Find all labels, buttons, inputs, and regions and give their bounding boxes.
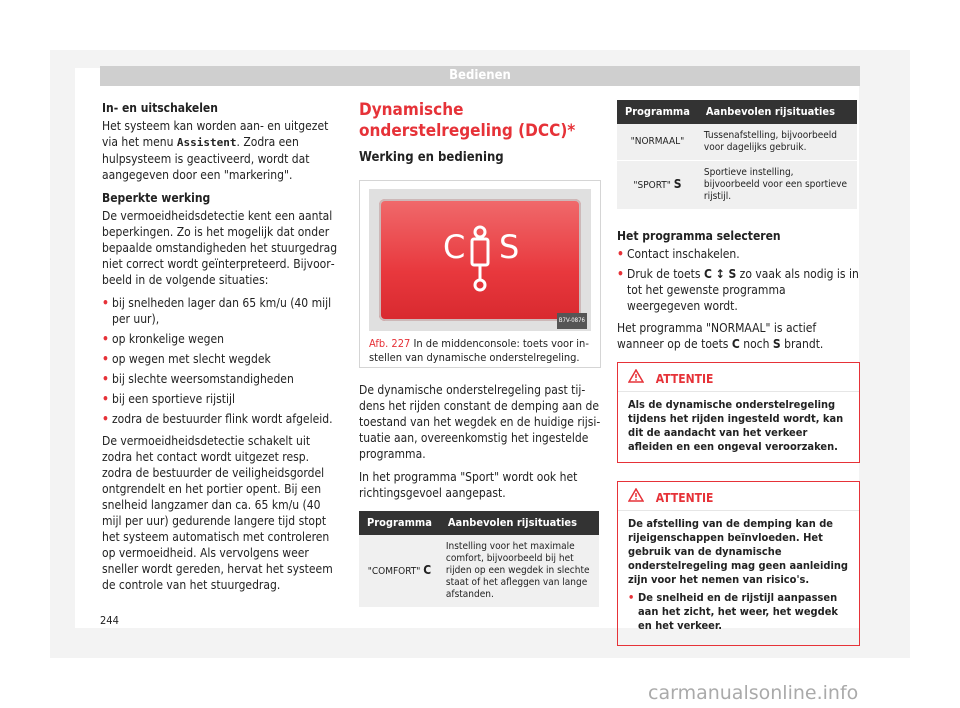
column-middle (359, 100, 601, 608)
page-number: 244 (100, 614, 119, 627)
table-row (617, 124, 857, 161)
warning-header (618, 363, 859, 392)
table-header: Aanbevolen rijsituaties (698, 100, 857, 124)
section-subtitle: Werking en bediening (359, 150, 504, 165)
table-row (617, 161, 857, 210)
figure-code: B7V-0876 (557, 313, 587, 329)
warning-triangle-icon (628, 488, 644, 502)
table-header: Programma (617, 100, 698, 124)
heading-programma-selecteren: Het programma selecteren (617, 229, 781, 243)
warning-title: ATTENTIE (655, 372, 714, 386)
description-cell: Tussenafstelling, bijvoorbeeld voor dagelijks gebruik. (698, 124, 857, 161)
situation-list (102, 295, 342, 427)
program-cell (359, 535, 440, 608)
list-item: • bij slechte weersomstandigheden (102, 371, 342, 387)
paragraph-sport: In het programma "Sport" wordt ook het richtingsgevoel aangepast. (359, 470, 578, 500)
list-item: • zodra de bestuurder flink wordt afgeleid. (102, 411, 342, 427)
paragraph-menu (102, 118, 342, 183)
text: Het systeem kan worden aan- en uitgezet via het menu (102, 119, 329, 149)
text: noch (739, 337, 773, 351)
section-header: Bedienen (100, 66, 860, 86)
figure-dcc-button (359, 180, 601, 368)
program-key: C (423, 563, 432, 577)
selection-steps (617, 246, 860, 314)
caption-text: In de middenconsole: toets voor instellen van dynamische onderstelregeling. (369, 337, 589, 364)
warning-box (617, 362, 860, 463)
list-item: • bij een sportieve rijstijl (102, 391, 342, 407)
program-table-continued (617, 100, 857, 210)
watermark[interactable]: carmanualsonline.info (648, 682, 859, 704)
heading-in-uitschakelen: In- en uitschakelen (102, 101, 218, 115)
shock-absorber-icon (467, 225, 493, 293)
table-header: Programma (359, 511, 440, 535)
key-s: S (772, 337, 781, 351)
program-name: "SPORT" (633, 180, 671, 191)
table-row (359, 535, 599, 608)
warning-title: ATTENTIE (655, 491, 714, 505)
program-cell (617, 161, 698, 210)
column-right (617, 100, 860, 646)
warning-text (618, 511, 859, 645)
figure-image (369, 189, 591, 331)
program-table-comfort (359, 511, 599, 608)
table-header: Aanbevolen rijsituaties (440, 511, 599, 535)
list-item: • op wegen met slecht wegdek (102, 351, 342, 367)
text: brandt. (780, 337, 824, 351)
list-item: • Contact inschakelen. (617, 246, 860, 262)
list-item (617, 266, 860, 314)
heading-beperkte-werking: Beperkte werking (102, 191, 211, 205)
warning-paragraph: De afstelling van de demping kan de rijeigenschappen beïnvloeden. Het gebruik van de dynamische onderstelregeling mag geen aanleiding zijn voor het nemen van risico's. (628, 517, 849, 586)
list-item: • De snelheid en de rijstijl aanpassen aan het zicht, het weer, het wegdek en het verkeer. (628, 591, 851, 633)
button-letter-c: C (443, 228, 466, 266)
paragraph-limitations: De vermoeidheidsdetectie kent een aantal beperkingen. Zo is het mogelijk dat onder bepaalde omstandigheden het stuurgedrag niet correct wordt geïnterpreteerd. Bijvoorbeeld in de volgende situaties: (102, 209, 338, 287)
program-cell (617, 124, 698, 161)
program-name: "NORMAAL" (630, 136, 685, 147)
figure-caption (369, 337, 591, 365)
warning-box (617, 481, 860, 646)
key-c: C (731, 337, 740, 351)
text: Het programma "NORMAAL" is actief wanneer op de toets (617, 321, 817, 351)
paragraph-dcc: De dynamische onderstelregeling past tijdens het rijden constant de demping aan de toestand van het wegdek en de huidige rijsituatie aan, overeenkomstig het ingestelde programma. (359, 383, 601, 461)
button-letter-s: S (499, 228, 520, 266)
menu-name: Assistent (176, 136, 237, 149)
description-cell: Instelling voor het maximale comfort, bijvoorbeeld bij het rijden op een wegdek in slechte staat of het afleggen van lange afstanden. (440, 535, 599, 608)
list-item: • op kronkelige wegen (102, 331, 342, 347)
text: . Zodra een hulpsysteem is geactiveerd, wordt dat aangegeven door een "markering". (102, 135, 310, 182)
list-item: • bij snelheden lager dan 65 km/u (40 mijl per uur), (102, 295, 342, 327)
text: Druk de toets (627, 267, 704, 281)
warning-text: Als de dynamische onderstelregeling tijdens het rijden ingesteld wordt, kan dit de aandacht van het verkeer afleiden en een ongeval veroorzaken. (628, 398, 844, 453)
dcc-button-illustration (379, 199, 581, 321)
paragraph-normaal (617, 320, 860, 352)
caption-label: Afb. 227 (369, 337, 411, 350)
description-cell: Sportieve instelling, bijvoorbeeld voor een sportieve rijstijl. (698, 161, 857, 210)
paragraph-shutdown: De vermoeidheidsdetectie schakelt uit zodra het contact wordt uitgezet resp. zodra de bestuurder de veiligheidsgordel ontgrendelt en het portier opent. Bij een snelheid langzamer dan ca. 65 km/u (40 mijl per uur) gedurende langere tijd stopt het systeem automatisch met controleren op vermoeidheid. Als vervolgens weer sneller wordt gereden, hervat het systeem de controle van het stuurgedrag. (102, 434, 333, 592)
program-key: S (673, 177, 682, 191)
key-label: C ↕ S (703, 267, 737, 281)
program-name: "COMFORT" (367, 566, 421, 577)
warning-header (618, 482, 859, 511)
text: zo vaak als nodig is in tot het gewenste programma weergegeven wordt. (627, 267, 859, 313)
section-title: Dynamische onderstelregeling (DCC)* (359, 100, 576, 141)
warning-triangle-icon (628, 369, 644, 383)
column-left (102, 100, 342, 600)
